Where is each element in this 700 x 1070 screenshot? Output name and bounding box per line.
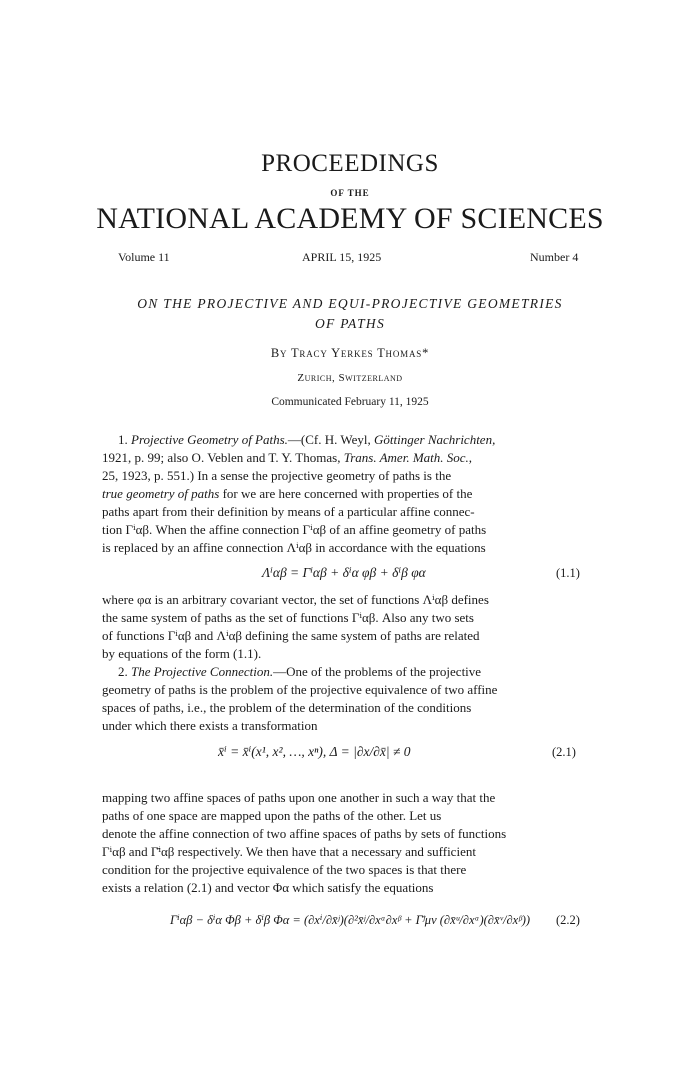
body-line: geometry of paths is the problem of the projective equivalence of two affine [102, 682, 498, 697]
body-line: 25, 1923, p. 551.) In a sense the projective geometry of paths is the [102, 468, 452, 483]
body-line: of functions Γⁱαβ and Λⁱαβ defining the same system of paths are related [102, 628, 480, 643]
equation-number: (2.1) [552, 745, 576, 759]
body-line: 2. The Projective Connection.—One of the problems of the projective [118, 664, 482, 679]
body-line: paths apart from their definition by means of a particular affine connec- [102, 504, 475, 519]
body-line: condition for the projective equivalence of the two spaces is that there [102, 862, 467, 877]
body-line: Γⁱαβ and Γ̄ⁱαβ respectively. We then have that a necessary and sufficient [102, 844, 476, 859]
equation-1-1: Λⁱαβ = Γⁱαβ + δⁱα φβ + δⁱβ φα [262, 565, 426, 580]
body-line: exists a relation (2.1) and vector Φα which satisfy the equations [102, 880, 434, 895]
section-heading: Projective Geometry of Paths. [131, 432, 288, 447]
body-line: by equations of the form (1.1). [102, 646, 262, 661]
journal-header-proceedings: PROCEEDINGS [261, 150, 439, 177]
body-line: is replaced by an affine connection Λⁱαβ in accordance with the equations [102, 540, 486, 555]
body-line: denote the affine connection of two affine spaces of paths by sets of functions [102, 826, 507, 841]
body-line: spaces of paths, i.e., the problem of the determination of the conditions [102, 700, 472, 715]
issue-date: APRIL 15, 1925 [302, 250, 382, 264]
equation-2-2: Γⁱαβ − δⁱα Φβ + δⁱβ Φα = (∂xⁱ/∂x̄ʲ)(∂²x̄ʲ/∂xᵅ∂xᵝ + Γ̄ʲμν (∂x̄ᵘ/∂xᵅ)(∂x̄ᵛ/∂xᵝ)) [170, 913, 531, 927]
article-author: By Tracy Yerkes Thomas* [270, 346, 430, 360]
equation-number: (2.2) [556, 913, 580, 927]
body-line: mapping two affine spaces of paths upon one another in such a way that the [102, 790, 496, 805]
equation-2-1: x̄ⁱ = x̄ⁱ(x¹, x², …, xⁿ), Δ = |∂x/∂x̄| ≠ 0 [218, 744, 411, 759]
communicated-date: Communicated February 11, 1925 [271, 396, 429, 408]
article-title-line2: OF PATHS [314, 316, 386, 331]
journal-name: NATIONAL ACADEMY OF SCIENCES [96, 202, 604, 235]
body-line: where φα is an arbitrary covariant vector, the set of functions Λⁱαβ defines [102, 592, 489, 607]
issue-number: Number 4 [530, 250, 579, 264]
body-line: 1. Projective Geometry of Paths.—(Cf. H. Weyl, Göttinger Nachrichten, [118, 432, 496, 447]
author-affiliation: Zurich, Switzerland [297, 372, 403, 384]
section-heading: The Projective Connection. [131, 664, 274, 679]
equation-number: (1.1) [556, 566, 580, 580]
body-line: tion Γⁱαβ. When the affine connection Γⁱαβ of an affine geometry of paths [102, 522, 487, 537]
body-line: under which there exists a transformation [102, 718, 318, 733]
body-line: paths of one space are mapped upon the paths of the other. Let us [102, 808, 442, 823]
article-title-line1: ON THE PROJECTIVE AND EQUI-PROJECTIVE GEOMETRIES [137, 296, 563, 311]
journal-header-of-the: OF THE [330, 188, 370, 198]
body-line: 1921, p. 99; also O. Veblen and T. Y. Thomas, Trans. Amer. Math. Soc., [102, 450, 473, 465]
volume-label: Volume 11 [118, 250, 170, 264]
body-line: the same system of paths as the set of functions Γⁱαβ. Also any two sets [102, 610, 474, 625]
body-line: true geometry of paths for we are here concerned with properties of the [102, 486, 473, 501]
